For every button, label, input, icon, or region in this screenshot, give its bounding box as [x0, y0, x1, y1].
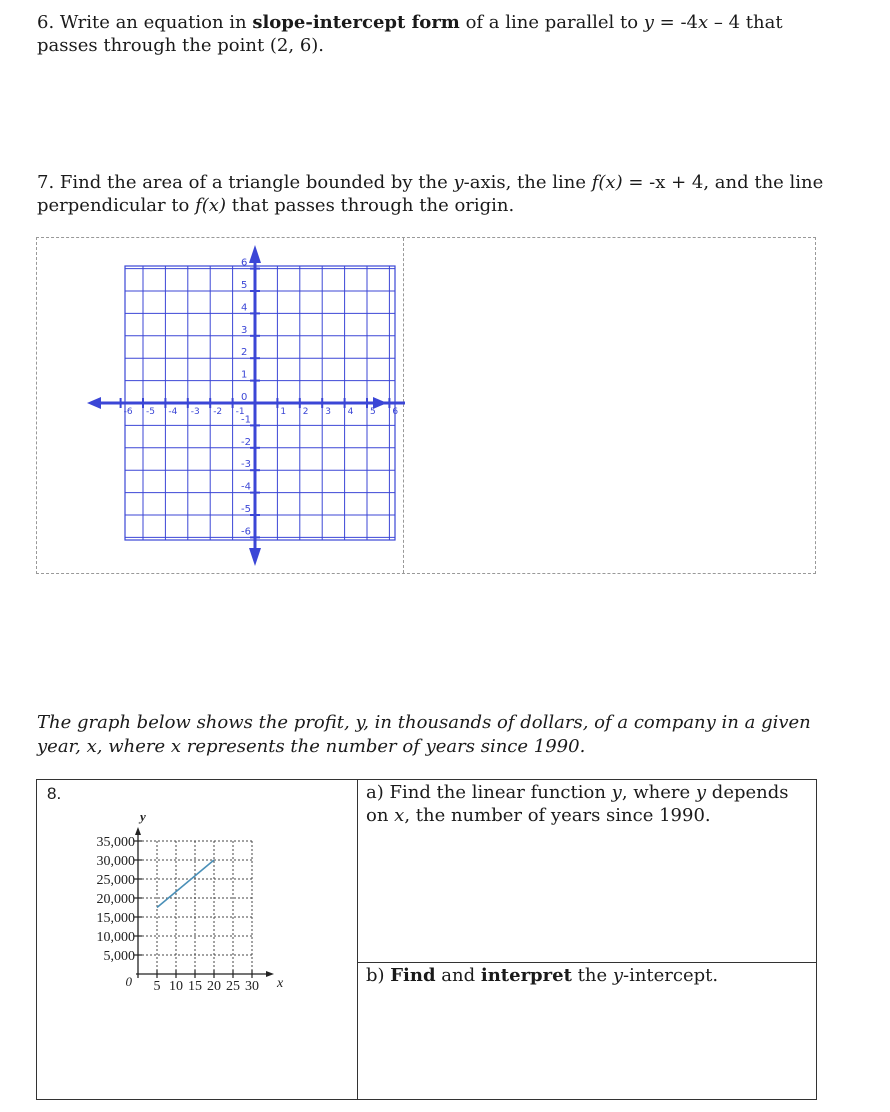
y-axis-bottom-arrow [249, 548, 261, 566]
pb-var-y: y [612, 965, 623, 986]
x-tick-label: 5 [370, 407, 376, 417]
q7-answer-divider [403, 238, 404, 573]
chart-x-tick-label: 5 [153, 979, 161, 994]
pa-text-d: , the number of years since 1990. [404, 805, 711, 826]
q8-part-a [366, 781, 811, 827]
x-tick-label: -2 [213, 407, 223, 417]
pa-text-c: depends on [366, 782, 789, 826]
q6-bold-term: slope-intercept form [252, 12, 460, 33]
q8-row-divider [357, 962, 816, 963]
y-tick-label: 2 [241, 347, 248, 359]
y-tick-label: 3 [241, 324, 248, 336]
chart-y-tick-label: 15,000 [96, 911, 135, 926]
pb-bold-find: Find [390, 965, 436, 986]
q6-text-b: of a line parallel to [459, 12, 644, 33]
chart-y-tick-label: 20,000 [96, 892, 135, 907]
pa-var-3: x [394, 805, 405, 826]
y-tick-label: -2 [241, 436, 251, 448]
y-tick-label: 4 [241, 302, 248, 314]
profit-chart [77, 806, 317, 1026]
chart-ylabel: y [140, 809, 146, 824]
chart-series-line [157, 860, 214, 908]
y-tick-label: 0 [241, 392, 248, 403]
y-tick-label: -1 [241, 414, 251, 426]
question-7 [37, 171, 827, 217]
chart-y-arrow [135, 827, 141, 835]
q7-var-y: y [453, 172, 464, 193]
q7-text-d: that passes through the origin. [225, 195, 515, 216]
q8-column-divider [357, 780, 358, 1099]
question-6 [37, 11, 827, 57]
x-tick-label: 2 [302, 407, 309, 417]
q8-part-b [366, 964, 811, 987]
pa-text-b: , where [621, 782, 696, 803]
q7-number: 7. [37, 172, 55, 193]
q7-work-area [36, 237, 816, 574]
x-tick-label: -4 [168, 407, 178, 417]
x-axis-left-arrow [87, 397, 101, 409]
pb-text-c: the [571, 965, 613, 986]
y-tick-label: 1 [241, 369, 248, 381]
coordinate-grid [87, 243, 399, 568]
q7-text-a: Find the area of a triangle bounded by the [54, 172, 454, 193]
pb-text-b: and [435, 965, 481, 986]
pb-text-d: -intercept. [622, 965, 719, 986]
x-tick-label: -3 [190, 407, 200, 417]
q6-var-x: x [698, 12, 709, 33]
y-tick-label: 6 [241, 257, 248, 269]
chart-y-tick-label: 10,000 [96, 930, 135, 945]
y-tick-label: -4 [241, 481, 251, 493]
y-axis-top-arrow [249, 245, 261, 263]
chart-y-tick-label: 30,000 [96, 854, 135, 869]
chart-x-arrow [266, 971, 274, 977]
y-tick-label: 5 [241, 280, 248, 291]
pb-text-a: b) [366, 965, 391, 986]
x-tick-label: -6 [123, 407, 133, 417]
pa-var-2: y [695, 782, 707, 803]
y-tick-label: -3 [241, 459, 251, 471]
x-tick-label: 3 [325, 407, 331, 417]
chart-x-tick-label: 30 [245, 979, 259, 994]
q7-text-b: -axis, the line [463, 172, 592, 193]
chart-x-tick-label: 20 [207, 979, 221, 994]
chart-y-tick-label: 35,000 [96, 835, 135, 850]
pa-text-a: a) Find the linear function [366, 782, 612, 803]
chart-origin-label: 0 [125, 974, 132, 989]
q8-number: 8. [47, 784, 62, 803]
x-tick-label: -1 [235, 407, 245, 417]
q8-intro-text: The graph below shows the profit, y, in thousands of dollars, of a company in a given year, x, where x represents the number of years since 1990. [37, 712, 811, 757]
q7-text-c: = -x + 4, and the line perpendicular to [37, 172, 824, 216]
x-tick-label: 1 [280, 407, 287, 417]
q6-eq: = -4 [653, 12, 698, 33]
q8-table [36, 779, 817, 1100]
chart-y-tick-label: 25,000 [96, 873, 135, 888]
q6-text: Write an equation in [54, 12, 253, 33]
chart-y-tick-label: 5,000 [103, 949, 135, 964]
x-tick-label: 4 [347, 407, 354, 417]
x-tick-label: 6 [392, 407, 399, 417]
chart-x-tick-label: 10 [169, 979, 183, 994]
pb-bold-interpret: interpret [480, 965, 572, 986]
q6-number: 6. [37, 12, 55, 33]
q6-tail: – 4 that passes through the point (2, 6). [37, 12, 783, 56]
pa-var-1: y [611, 782, 622, 803]
y-tick-label: -6 [241, 526, 251, 538]
q6-var-y: y [643, 12, 654, 33]
y-tick-label: -5 [241, 504, 251, 515]
q7-fx2: f(x) [195, 195, 226, 216]
chart-xlabel: x [277, 976, 284, 991]
chart-x-tick-label: 15 [188, 979, 202, 994]
x-tick-label: -5 [146, 407, 155, 417]
q7-fx: f(x) [591, 172, 623, 193]
chart-x-tick-label: 25 [226, 979, 240, 994]
